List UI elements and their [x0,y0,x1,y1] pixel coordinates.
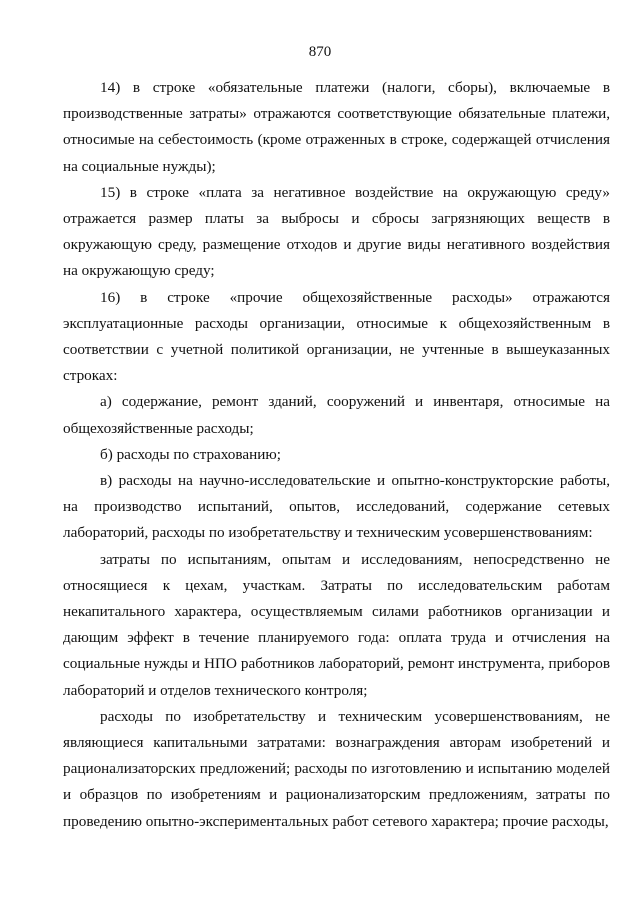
paragraph-16: 16) в строке «прочие общехозяйственные расходы» отражаются эксплуатационные расходы организации, относимые к общехозяйственным в соответствии с учетной политикой организации, не учтенные в вышеуказанных строках: [63,288,610,385]
paragraph-invention-costs: расходы по изобретательству и техническим усовершенствованиям, не являющиеся капитальными затратами: вознаграждения авторам изобретений и рационализаторских предложений; расходы по изготовлению и испытанию моделей и образцов по изобретениям и рационализаторским предложениям, затраты по проведению опытно-экспериментальных работ сетевого характера; прочие расходы, [63,707,610,830]
paragraph-16v: в) расходы на научно-исследовательские и опытно-конструкторские работы, на производство испытаний, опытов, исследований, содержание сетевых лабораторий, расходы по изобретательству и техническим усовершенствованиям: [63,472,610,542]
page-number: 870 [308,44,332,60]
document-body [63,75,610,835]
paragraph-15: 15) в строке «плата за негативное воздействие на окружающую среду» отражается размер платы за выбросы и сбросы загрязняющих веществ в окружающую среду, размещение отходов и другие виды негативного воздействия на окружающую среду; [63,183,610,280]
paragraph-16a: а) содержание, ремонт зданий, сооружений и инвентаря, относимые на общехозяйственные расходы; [63,393,610,437]
paragraph-16b: б) расходы по страхованию; [100,445,281,463]
paragraph-14: 14) в строке «обязательные платежи (налоги, сборы), включаемые в производственные затраты» отражаются соответствующие обязательные платежи, относимые на себестоимость (кроме отраженных в строке, содержащей отчисления на социальные нужды); [63,79,610,175]
paragraph-testing-costs: затраты по испытаниям, опытам и исследованиям, непосредственно не относящиеся к цехам, участкам. Затраты по исследовательским работам некапитального характера, осуществляемым силами работников организации и дающим эффект в течение планируемого года: оплата труда и отчисления на социальные нужды и НПО работников лабораторий, ремонт инструмента, приборов лабораторий и отделов технического контроля; [63,550,610,699]
